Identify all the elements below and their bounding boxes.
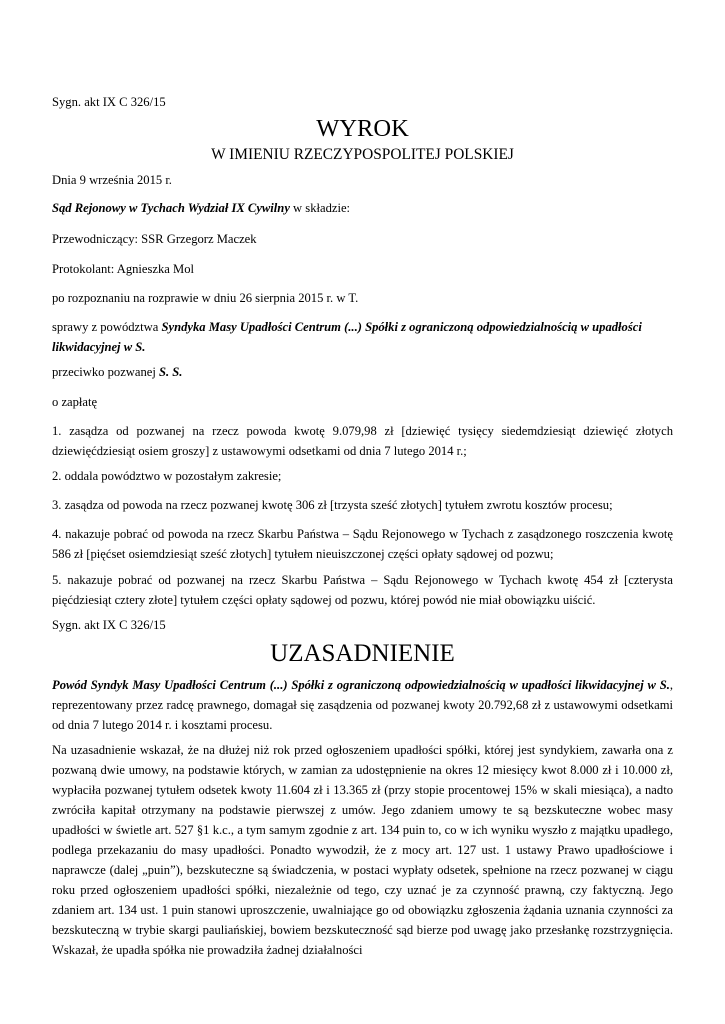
ruling-item-2: 2. oddala powództwo w pozostałym zakresie; (52, 469, 282, 483)
case-prefix: sprawy z powództwa (52, 320, 162, 334)
clerk: Protokolant: Agnieszka Mol (52, 262, 195, 276)
justification-title: UZASADNIENIE (270, 640, 455, 667)
plaintiff-name: Syndyka Masy Upadłości Centrum (...) Spółki z ograniczoną odpowiedzialnością w upadłości likwidacyjnej w S. (52, 320, 642, 354)
ruling-item-3: 3. zasądza od powoda na rzecz pozwanej kwotę 306 zł [trzysta sześć złotych] tytułem zwrotu kosztów procesu; (52, 498, 613, 512)
case-reference-2: Sygn. akt IX C 326/15 (52, 618, 166, 632)
judgment-subtitle: W IMIENIU RZECZYPOSPOLITEJ POLSKIEJ (211, 146, 514, 163)
justification-intro-rest: , reprezentowany przez radcę prawnego, domagał się zasądzenia od pozwanej kwoty 20.792,68 zł z ustawowymi odsetkami od dnia 7 lutego 2014 r. i kosztami procesu. (52, 678, 673, 732)
ruling-item-5: 5. nakazuje pobrać od pozwanej na rzecz Skarbu Państwa – Sądu Rejonowego w Tychach kwotę 454 zł [czterysta pięćdziesiąt cztery złote] tytułem części opłaty sądowej od pozwu, której powód nie miał obowiązku uiścić. (52, 573, 673, 607)
defendant-line (52, 362, 673, 382)
court-name: Sąd Rejonowy w Tychach Wydział IX Cywilny (52, 201, 290, 215)
plaintiff-name-2: Powód Syndyk Masy Upadłości Centrum (...) Spółki z ograniczoną odpowiedzialnością w upadłości likwidacyjnej w S. (52, 678, 670, 692)
justification-intro (52, 675, 673, 735)
court-composition (52, 198, 673, 218)
case-parties (52, 317, 673, 357)
justification-body: Na uzasadnienie wskazał, że na dłużej niż rok przed ogłoszeniem upadłości spółki, której jest syndykiem, zawarła ona z pozwaną dwie umowy, na podstawie których, w zamian za udostępnienie na okres 12 miesięcy kwot 8.000 zł i 10.000 zł, wypłaciła pozwanej tytułem odsetek kwoty 11.604 zł i 13.365 zł (przy stopie procentowej 15% w skali miesiąca), a nadto zwróciła kapitał otrzymany na podstawie pierwszej z umów. Jego zdaniem umowy te są bezskuteczne wobec masy upadłości w świetle art. 527 §1 k.c., a tym samym zgodnie z art. 134 puin to, co w ich wyniku wyszło z majątku upadłego, podlega przekazaniu do masy upadłości. Ponadto wywodził, że z mocy art. 127 ust. 1 ustawy Prawo upadłościowe i naprawcze (dalej „puin”), bezskuteczne są świadczenia, w postaci wypłaty odsetek, spełnione na rzecz pozwanej w ciągu roku przed ogłoszeniem upadłości spółki, niezależnie od tego, czy uznać je za czynność prawną, czy faktyczną. Jego zdaniem art. 134 ust. 1 puin stanowi uproszczenie, uwalniające go od obowiązku zgłoszenia żądania uznania czynności za bezskuteczną w trybie skargi pauliańskiej, bowiem bezskuteczność sąd bierze pod uwagę jako przesłankę rozstrzygnięcia. Wskazał, że upadła spółka nie prowadziła żadnej działalności (52, 743, 673, 957)
ruling-item-4: 4. nakazuje pobrać od powoda na rzecz Skarbu Państwa – Sądu Rejonowego w Tychach z zasądzonego roszczenia kwotę 586 zł [pięćset osiemdziesiąt sześć złotych] tytułem nieuiszczonej części opłaty sądowej od pozwu; (52, 527, 673, 561)
hearing-info: po rozpoznaniu na rozprawie w dniu 26 sierpnia 2015 r. w T. (52, 291, 359, 305)
chairperson: Przewodniczący: SSR Grzegorz Maczek (52, 232, 257, 246)
court-composition-rest: w składzie: (289, 201, 351, 215)
case-subject: o zapłatę (52, 395, 98, 409)
judgment-date: Dnia 9 września 2015 r. (52, 173, 172, 187)
case-reference: Sygn. akt IX C 326/15 (52, 95, 166, 109)
defendant-name: S. S. (159, 365, 183, 379)
ruling-item-1: 1. zasądza od pozwanej na rzecz powoda kwotę 9.079,98 zł [dziewięć tysięcy siedemdziesiąt dziewięć złotych dziewięćdziesiąt osiem groszy] z ustawowymi odsetkami od dnia 7 lutego 2014 r.; (52, 424, 673, 458)
judgment-title: WYROK (316, 115, 409, 142)
against-prefix: przeciwko pozwanej (52, 365, 159, 379)
